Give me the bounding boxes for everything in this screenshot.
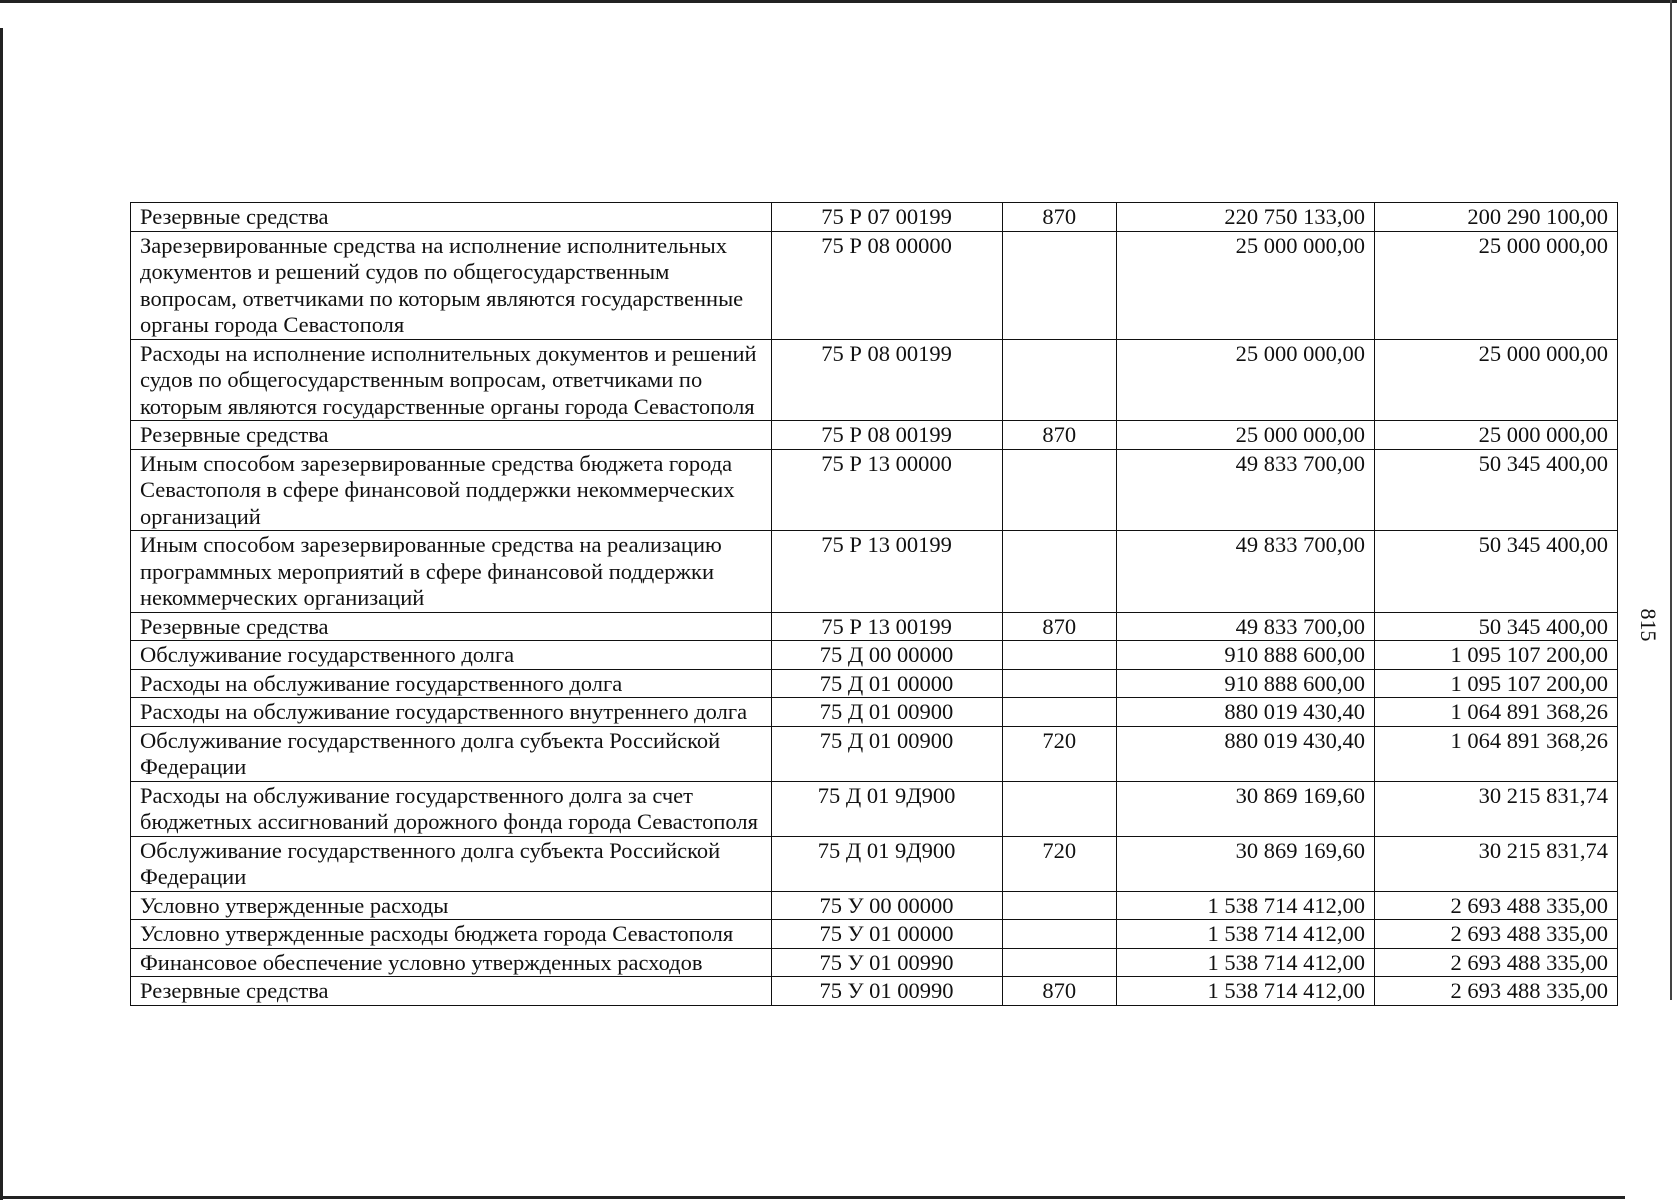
row-code-cell: 75 У 01 00000 [771, 920, 1002, 949]
row-code-cell: 75 Д 01 9Д900 [771, 836, 1002, 891]
row-name-cell: Иным способом зарезервированные средства на реализацию программных мероприятий в сфере финансовой поддержки некоммерческих организаций [131, 531, 772, 613]
row-amount-2-cell: 50 345 400,00 [1374, 612, 1617, 641]
row-code-cell: 75 Р 13 00199 [771, 531, 1002, 613]
row-name-cell: Расходы на обслуживание государственного внутреннего долга [131, 698, 772, 727]
row-amount-1-cell: 25 000 000,00 [1116, 421, 1374, 450]
row-code-cell: 75 У 00 00000 [771, 891, 1002, 920]
row-code-cell: 75 Д 01 00900 [771, 726, 1002, 781]
table-row [131, 231, 1618, 339]
row-amount-1-cell: 25 000 000,00 [1116, 339, 1374, 421]
row-type-cell: 720 [1002, 726, 1116, 781]
row-type-cell [1002, 641, 1116, 670]
budget-table-body [131, 203, 1618, 1006]
row-type-cell: 870 [1002, 612, 1116, 641]
scan-edge-top [0, 0, 1677, 3]
row-amount-1-cell: 49 833 700,00 [1116, 449, 1374, 531]
table-row [131, 449, 1618, 531]
table-row [131, 698, 1618, 727]
table-row [131, 726, 1618, 781]
row-amount-1-cell: 910 888 600,00 [1116, 669, 1374, 698]
row-amount-2-cell: 2 693 488 335,00 [1374, 977, 1617, 1006]
table-row [131, 977, 1618, 1006]
row-amount-2-cell: 25 000 000,00 [1374, 421, 1617, 450]
row-amount-2-cell: 2 693 488 335,00 [1374, 948, 1617, 977]
row-amount-1-cell: 30 869 169,60 [1116, 781, 1374, 836]
row-code-cell: 75 Д 00 00000 [771, 641, 1002, 670]
table-row [131, 531, 1618, 613]
row-amount-2-cell: 1 064 891 368,26 [1374, 726, 1617, 781]
row-type-cell: 870 [1002, 421, 1116, 450]
row-amount-1-cell: 49 833 700,00 [1116, 612, 1374, 641]
row-amount-2-cell: 25 000 000,00 [1374, 231, 1617, 339]
row-type-cell [1002, 339, 1116, 421]
row-type-cell: 720 [1002, 836, 1116, 891]
row-code-cell: 75 Р 08 00199 [771, 421, 1002, 450]
table-row [131, 948, 1618, 977]
row-type-cell [1002, 669, 1116, 698]
row-name-cell: Обслуживание государственного долга субъекта Российской Федерации [131, 836, 772, 891]
budget-table [130, 202, 1618, 1006]
table-row [131, 669, 1618, 698]
row-name-cell: Финансовое обеспечение условно утвержденных расходов [131, 948, 772, 977]
row-amount-1-cell: 1 538 714 412,00 [1116, 920, 1374, 949]
row-type-cell: 870 [1002, 977, 1116, 1006]
row-amount-2-cell: 30 215 831,74 [1374, 781, 1617, 836]
row-name-cell: Резервные средства [131, 421, 772, 450]
row-code-cell: 75 Д 01 00000 [771, 669, 1002, 698]
row-name-cell: Условно утвержденные расходы бюджета города Севастополя [131, 920, 772, 949]
row-type-cell [1002, 948, 1116, 977]
row-amount-1-cell: 880 019 430,40 [1116, 698, 1374, 727]
table-row [131, 203, 1618, 232]
row-amount-2-cell: 1 095 107 200,00 [1374, 641, 1617, 670]
row-amount-1-cell: 30 869 169,60 [1116, 836, 1374, 891]
table-row [131, 421, 1618, 450]
row-name-cell: Иным способом зарезервированные средства бюджета города Севастополя в сфере финансовой поддержки некоммерческих организаций [131, 449, 772, 531]
scan-edge-bottom [0, 1196, 1625, 1199]
row-name-cell: Резервные средства [131, 977, 772, 1006]
row-amount-2-cell: 25 000 000,00 [1374, 339, 1617, 421]
row-type-cell [1002, 531, 1116, 613]
row-code-cell: 75 Д 01 00900 [771, 698, 1002, 727]
row-code-cell: 75 У 01 00990 [771, 977, 1002, 1006]
table-row [131, 891, 1618, 920]
table-row [131, 781, 1618, 836]
table-row [131, 339, 1618, 421]
scan-edge-right [1670, 0, 1672, 1000]
row-type-cell: 870 [1002, 203, 1116, 232]
row-amount-1-cell: 25 000 000,00 [1116, 231, 1374, 339]
table-row [131, 641, 1618, 670]
row-code-cell: 75 Р 13 00000 [771, 449, 1002, 531]
row-amount-2-cell: 1 095 107 200,00 [1374, 669, 1617, 698]
page-number: 815 [1636, 608, 1661, 642]
row-amount-2-cell: 2 693 488 335,00 [1374, 920, 1617, 949]
scan-edge-left [0, 28, 3, 1200]
row-code-cell: 75 Д 01 9Д900 [771, 781, 1002, 836]
row-amount-1-cell: 1 538 714 412,00 [1116, 948, 1374, 977]
row-code-cell: 75 Р 07 00199 [771, 203, 1002, 232]
row-amount-2-cell: 50 345 400,00 [1374, 531, 1617, 613]
row-code-cell: 75 У 01 00990 [771, 948, 1002, 977]
row-name-cell: Зарезервированные средства на исполнение исполнительных документов и решений судов по общегосударственным вопросам, ответчиками по которым являются государственные органы города Севастополя [131, 231, 772, 339]
row-name-cell: Расходы на обслуживание государственного долга [131, 669, 772, 698]
row-amount-2-cell: 200 290 100,00 [1374, 203, 1617, 232]
row-code-cell: 75 Р 08 00199 [771, 339, 1002, 421]
row-name-cell: Резервные средства [131, 203, 772, 232]
row-amount-2-cell: 1 064 891 368,26 [1374, 698, 1617, 727]
row-type-cell [1002, 449, 1116, 531]
row-name-cell: Расходы на исполнение исполнительных документов и решений судов по общегосударственным вопросам, ответчиками по которым являются государственные органы города Севастополя [131, 339, 772, 421]
row-name-cell: Резервные средства [131, 612, 772, 641]
row-amount-1-cell: 1 538 714 412,00 [1116, 977, 1374, 1006]
row-type-cell [1002, 891, 1116, 920]
row-type-cell [1002, 920, 1116, 949]
row-amount-1-cell: 1 538 714 412,00 [1116, 891, 1374, 920]
row-amount-1-cell: 49 833 700,00 [1116, 531, 1374, 613]
row-code-cell: 75 Р 08 00000 [771, 231, 1002, 339]
row-type-cell [1002, 698, 1116, 727]
row-type-cell [1002, 781, 1116, 836]
row-name-cell: Расходы на обслуживание государственного долга за счет бюджетных ассигнований дорожного фонда города Севастополя [131, 781, 772, 836]
table-row [131, 920, 1618, 949]
row-amount-1-cell: 880 019 430,40 [1116, 726, 1374, 781]
row-code-cell: 75 Р 13 00199 [771, 612, 1002, 641]
row-type-cell [1002, 231, 1116, 339]
row-amount-1-cell: 220 750 133,00 [1116, 203, 1374, 232]
row-amount-2-cell: 50 345 400,00 [1374, 449, 1617, 531]
table-row [131, 836, 1618, 891]
row-amount-1-cell: 910 888 600,00 [1116, 641, 1374, 670]
row-name-cell: Обслуживание государственного долга субъекта Российской Федерации [131, 726, 772, 781]
row-name-cell: Обслуживание государственного долга [131, 641, 772, 670]
table-row [131, 612, 1618, 641]
row-amount-2-cell: 2 693 488 335,00 [1374, 891, 1617, 920]
row-name-cell: Условно утвержденные расходы [131, 891, 772, 920]
row-amount-2-cell: 30 215 831,74 [1374, 836, 1617, 891]
